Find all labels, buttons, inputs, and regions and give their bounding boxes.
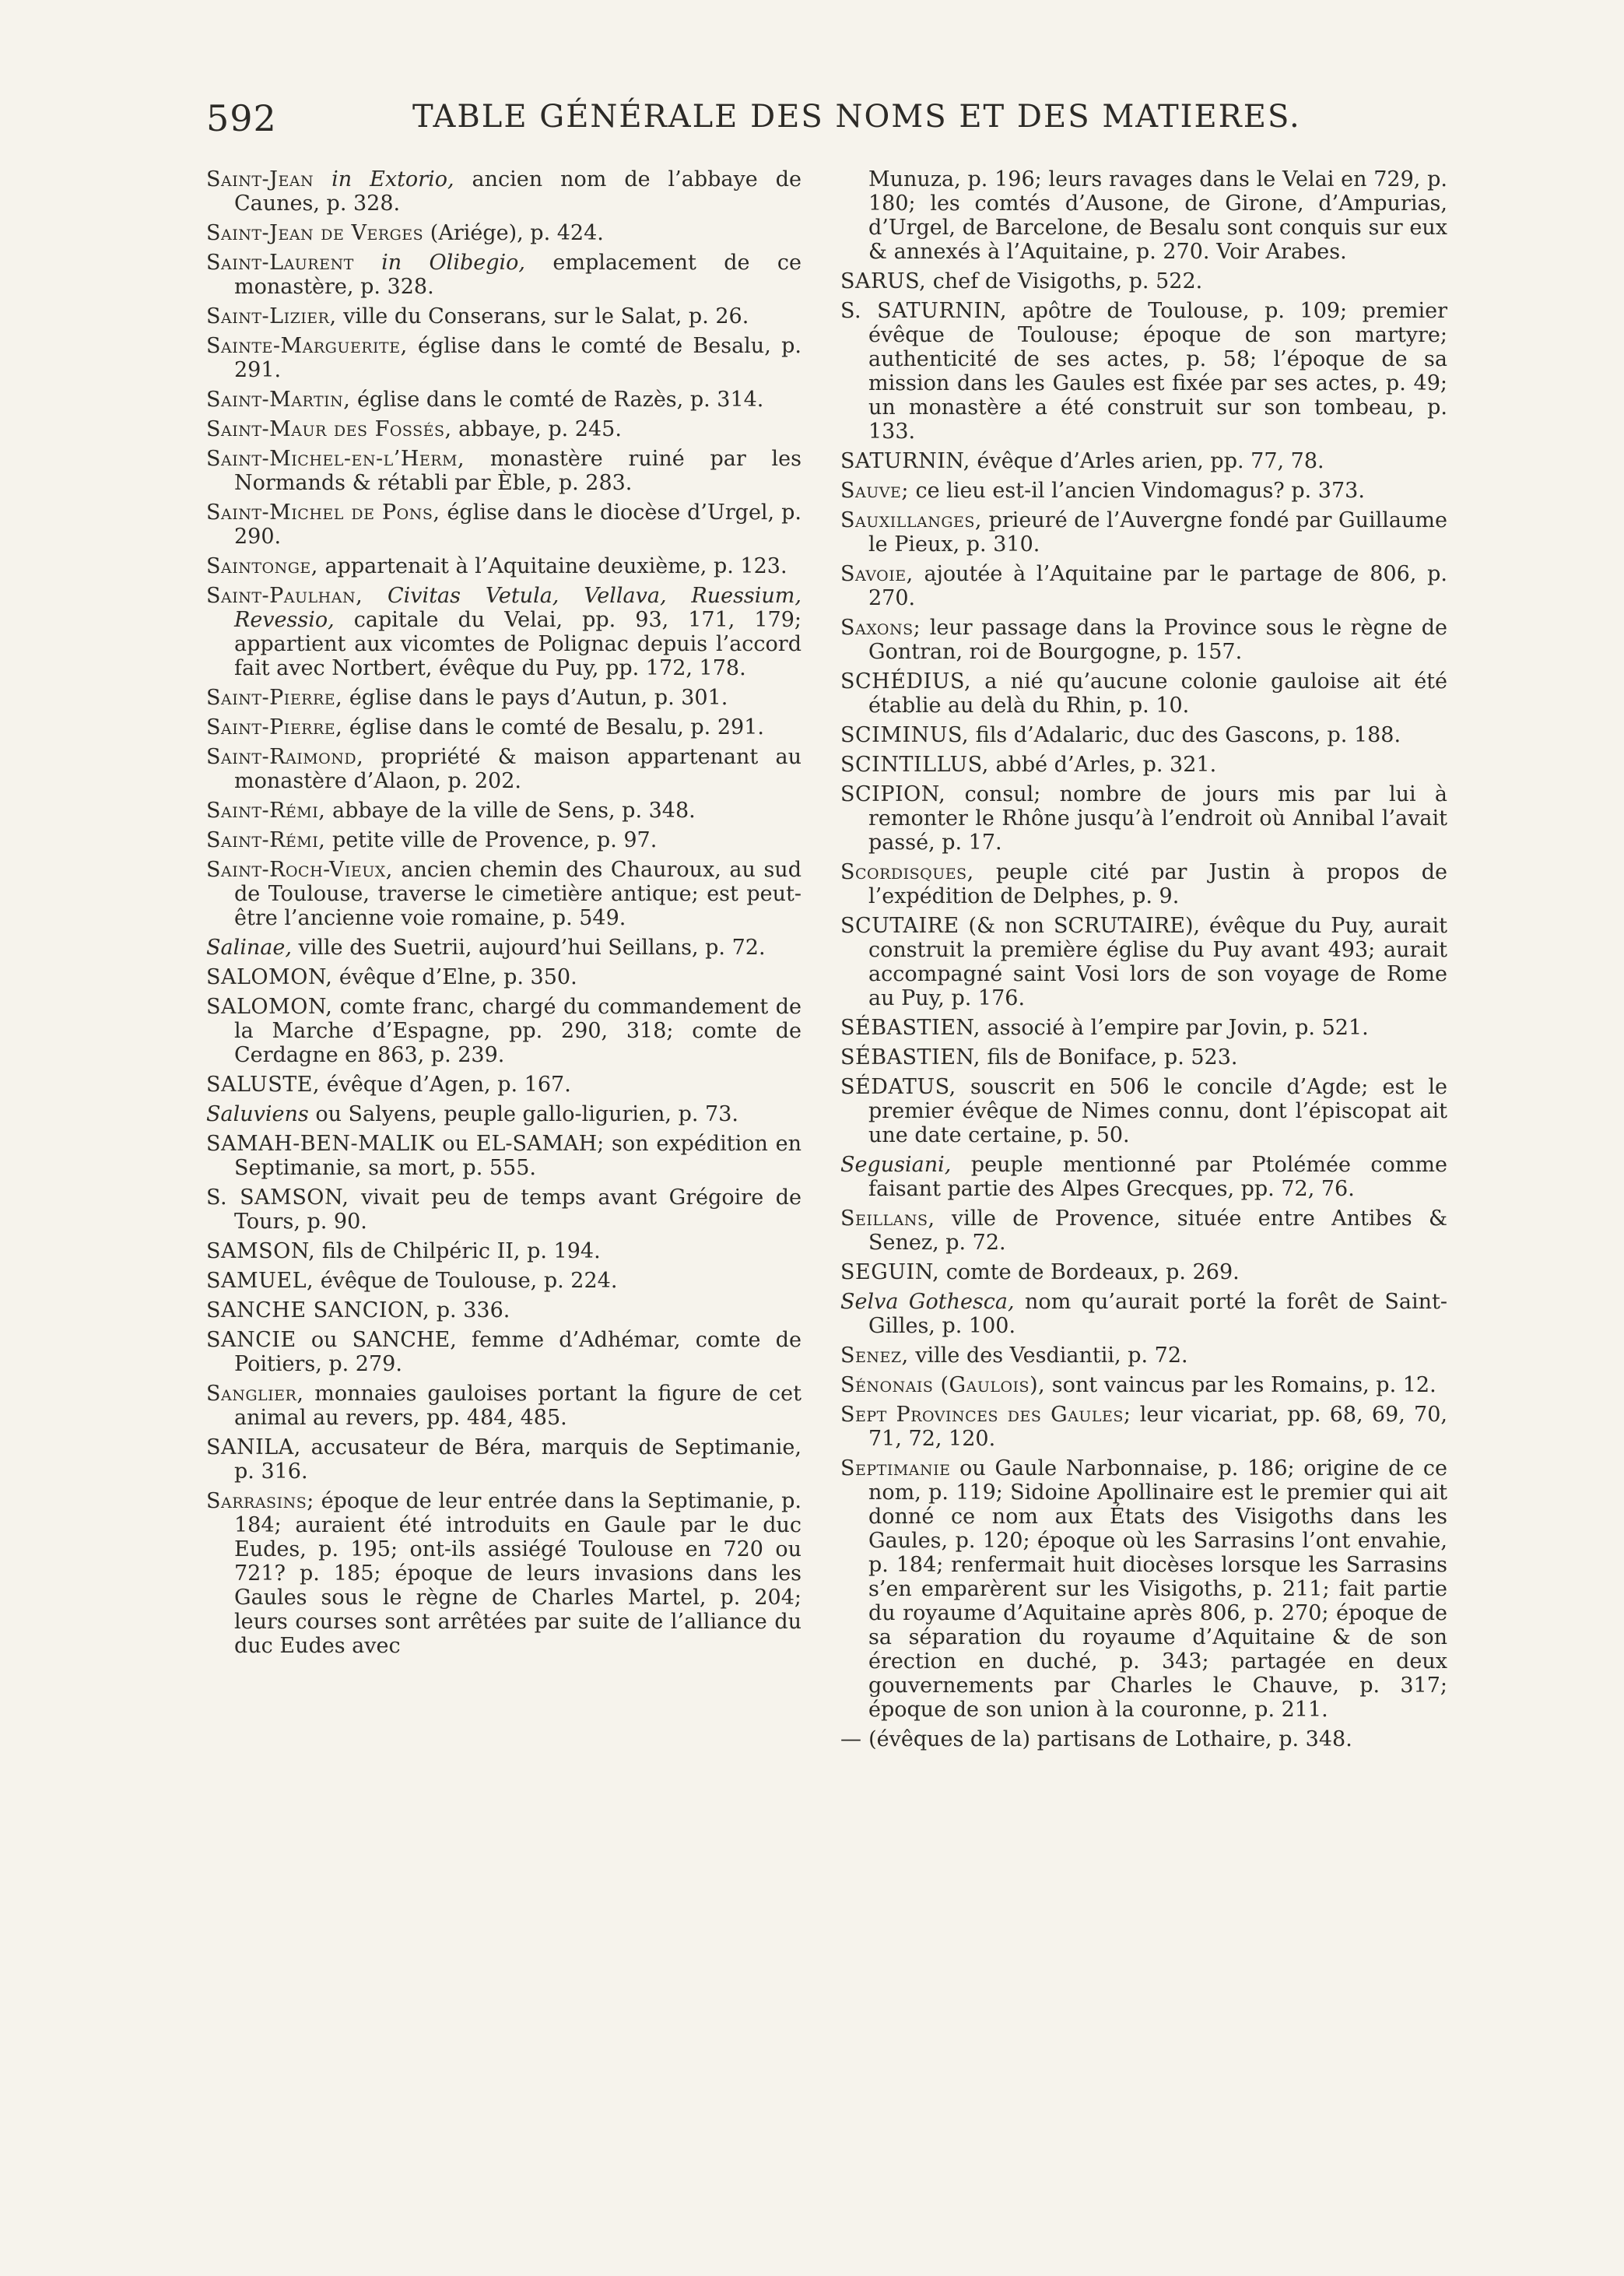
index-entry bbox=[206, 965, 801, 989]
entry-text: ou SANCHE, femme d’Adhémar, comte de Poitiers, p. 279. bbox=[234, 1328, 801, 1376]
entry-text: ancien nom de l’abbaye de Caunes, p. 328. bbox=[234, 167, 801, 216]
entry-headword: Scordisques, bbox=[840, 860, 974, 884]
entry-headword: SCUTAIRE bbox=[840, 914, 959, 938]
entry-headword: Sarrasins; bbox=[206, 1489, 314, 1513]
entry-latin-name: Selva Gothesca, bbox=[840, 1290, 1015, 1314]
entry-headword: Saint-Michel de Pons, bbox=[206, 501, 440, 525]
page-number: 592 bbox=[206, 97, 277, 139]
entry-text: évêque de Toulouse, p. 224. bbox=[314, 1269, 618, 1293]
entry-headword: Savoie, bbox=[840, 562, 914, 586]
entry-headword: SANILA, bbox=[206, 1435, 301, 1459]
entry-text: abbaye de la ville de Sens, p. 348. bbox=[325, 799, 696, 823]
entry-headword: S. SATURNIN, bbox=[840, 299, 1008, 323]
entry-headword: Saxons; bbox=[840, 616, 921, 640]
index-entry bbox=[840, 782, 1447, 855]
index-entry bbox=[840, 1290, 1447, 1338]
entry-headword: Sauxillanges, bbox=[840, 508, 982, 532]
entry-latin-name: Salinae, bbox=[206, 936, 292, 960]
entry-text: fils de Chilpéric II, p. 194. bbox=[315, 1239, 601, 1263]
index-entry bbox=[206, 936, 801, 960]
index-entry bbox=[840, 479, 1447, 503]
index-entry bbox=[206, 304, 801, 328]
entry-text: emplacement de ce monastère, p. 328. bbox=[234, 251, 801, 299]
entry-text: (Ariége), p. 424. bbox=[423, 221, 604, 245]
entry-headword: SEGUIN, bbox=[840, 1260, 940, 1284]
entry-headword: Saint-Pierre, bbox=[206, 686, 343, 710]
index-entry bbox=[840, 1373, 1447, 1397]
entry-text: appartenait à l’Aquitaine deuxième, p. 123. bbox=[317, 554, 787, 578]
entry-headword: Sauve; bbox=[840, 479, 909, 503]
entry-headword: SALOMON, bbox=[206, 965, 333, 989]
index-entry bbox=[840, 753, 1447, 777]
entry-headword: Saint-Laurent bbox=[206, 251, 354, 275]
entry-text: leur passage dans la Province sous le règne de Gontran, roi de Bourgogne, p. 157. bbox=[868, 616, 1447, 664]
entry-text: évêque d’Arles arien, pp. 77, 78. bbox=[970, 449, 1324, 473]
entry-text: ville du Conserans, sur le Salat, p. 26. bbox=[336, 304, 749, 328]
index-entry bbox=[206, 745, 801, 793]
entry-headword: SAMAH-BEN-MALIK bbox=[206, 1132, 435, 1156]
entry-text: église dans le comté de Besalu, p. 291. bbox=[234, 334, 801, 382]
entry-headword: SCIPION, bbox=[840, 782, 946, 806]
entry-headword: Saint-Pierre, bbox=[206, 715, 343, 739]
index-entry bbox=[206, 334, 801, 382]
entry-headword: SANCHE SANCION, bbox=[206, 1298, 430, 1322]
entry-text: ce lieu est-il l’ancien Vindomagus? p. 373. bbox=[908, 479, 1365, 503]
entry-text: petite ville de Provence, p. 97. bbox=[325, 828, 658, 852]
index-entry bbox=[840, 1045, 1447, 1070]
index-entry bbox=[206, 584, 801, 680]
entry-text: ou Salyens, peuple gallo-ligurien, p. 73. bbox=[308, 1102, 738, 1126]
index-entry bbox=[840, 167, 1447, 264]
entry-text: a nié qu’aucune colonie gauloise ait été établie au delà du Rhin, p. 10. bbox=[868, 669, 1447, 718]
entry-headword: Saint-Raimond, bbox=[206, 745, 364, 769]
index-entry bbox=[206, 1102, 801, 1126]
entry-headword: SARUS, bbox=[840, 269, 927, 293]
index-entry bbox=[840, 1727, 1447, 1751]
entry-headword: — bbox=[840, 1727, 862, 1751]
entry-headword: SCINTILLUS, bbox=[840, 753, 989, 777]
entry-headword: SAMUEL, bbox=[206, 1269, 314, 1293]
index-entry bbox=[206, 1435, 801, 1484]
entry-text: fils d’Adalaric, duc des Gascons, p. 188. bbox=[969, 723, 1401, 747]
entry-headword: SALOMON, bbox=[206, 995, 333, 1019]
entry-text: souscrit en 506 le concile d’Agde; est le premier évêque de Nimes connu, dont l’épiscopat ait une date certaine, p. 50. bbox=[868, 1075, 1447, 1147]
index-entry bbox=[840, 562, 1447, 610]
entry-text: peuple cité par Justin à propos de l’expédition de Delphes, p. 9. bbox=[868, 860, 1447, 908]
entry-text: sont vaincus par les Romains, p. 12. bbox=[1045, 1373, 1436, 1397]
entry-text: ville des Suetrii, aujourd’hui Seillans, p. 72. bbox=[291, 936, 766, 960]
entry-text: propriété & maison appartenant au monastère d’Alaon, p. 202. bbox=[234, 745, 801, 793]
entry-headword: Saint-Rémi, bbox=[206, 799, 326, 823]
index-entry bbox=[206, 1328, 801, 1376]
entry-headword: SCIMINUS, bbox=[840, 723, 970, 747]
index-entry bbox=[206, 501, 801, 549]
index-entry bbox=[206, 1239, 801, 1263]
entry-text: nom qu’aurait porté la forêt de Saint-Gilles, p. 100. bbox=[868, 1290, 1447, 1338]
index-entry bbox=[840, 1153, 1447, 1201]
entry-headword: Saint-Martin, bbox=[206, 388, 351, 412]
entry-headword: S. SAMSON, bbox=[206, 1185, 349, 1210]
entry-text: (& non SCRUTAIRE), évêque du Puy, aurait construit la première église du Puy avant 493; aurait accompagné saint Vosi lors de son voyage de Rome au Puy, p. 176. bbox=[868, 914, 1447, 1010]
index-entry bbox=[840, 1016, 1447, 1040]
index-entry bbox=[840, 299, 1447, 444]
index-entry bbox=[206, 686, 801, 710]
entry-headword: Saint-Michel-en-l’Herm, bbox=[206, 447, 465, 471]
index-entry bbox=[206, 554, 801, 578]
entry-headword: Saint-Paulhan, bbox=[206, 584, 363, 608]
index-entry bbox=[840, 269, 1447, 293]
entry-text: fils de Boniface, p. 523. bbox=[980, 1045, 1238, 1070]
entry-text: ou EL-SAMAH; son expédition en Septimanie, sa mort, p. 555. bbox=[234, 1132, 801, 1180]
entry-headword: Saintonge, bbox=[206, 554, 318, 578]
left-column bbox=[206, 167, 801, 1663]
entry-headword: Sénonais (Gaulois), bbox=[840, 1373, 1046, 1397]
page-header bbox=[206, 97, 1301, 152]
entry-latin-name: in Olibegio, bbox=[353, 251, 525, 275]
entry-text: église dans le comté de Razès, p. 314. bbox=[350, 388, 764, 412]
entry-text: église dans le comté de Besalu, p. 291. bbox=[342, 715, 764, 739]
entry-headword: SÉBASTIEN, bbox=[840, 1045, 980, 1070]
index-entry bbox=[840, 1206, 1447, 1255]
entry-latin-name: Segusiani, bbox=[840, 1153, 952, 1177]
index-entry bbox=[206, 388, 801, 412]
entry-headword: Saint-Jean bbox=[206, 167, 314, 191]
entry-text: ville des Vesdiantii, p. 72. bbox=[908, 1343, 1188, 1368]
entry-text: consul; nombre de jours mis par lui à remonter le Rhône jusqu’à l’endroit où Annibal l’avait passé, p. 17. bbox=[868, 782, 1447, 855]
entry-headword: SÉDATUS, bbox=[840, 1075, 956, 1099]
index-entry bbox=[840, 449, 1447, 473]
entry-headword: Saint-Jean de Verges bbox=[206, 221, 424, 245]
entry-headword: Sanglier, bbox=[206, 1382, 304, 1406]
entry-headword: Senez, bbox=[840, 1343, 909, 1368]
entry-text: évêque d’Agen, p. 167. bbox=[320, 1073, 571, 1097]
entry-headword: SALUSTE, bbox=[206, 1073, 321, 1097]
entry-text: époque de leur entrée dans la Septimanie, p. 184; auraient été introduits en Gaule par le duc Eudes, p. 195; ont-ils assiégé Toulouse en 720 ou 721? p. 185; époque de leurs invasions dans les Gaules sous le règne de Charles Martel, p. 204; leurs courses sont arrêtées par suite de l’alliance du duc Eudes avec bbox=[234, 1489, 801, 1658]
index-entry bbox=[206, 1073, 801, 1097]
index-entry bbox=[840, 1456, 1447, 1722]
entry-latin-name: Saluviens bbox=[206, 1102, 309, 1126]
right-column bbox=[840, 167, 1447, 1757]
entry-text: évêque d’Elne, p. 350. bbox=[332, 965, 577, 989]
index-entry bbox=[206, 1382, 801, 1430]
index-entry bbox=[206, 715, 801, 739]
entry-text: monastère ruiné par les Normands & rétabli par Èble, p. 283. bbox=[234, 447, 801, 495]
entry-text: ou Gaule Narbonnaise, p. 186; origine de ce nom, p. 119; Sidoine Apollinaire est le premier qui ait donné ce nom aux États des Visigoths dans les Gaules, p. 120; époque où les Sarrasins l’ont envahie, p. 184; renfermait huit diocèses lorsque les Sarrasins s’en emparèrent sur les Visigoths, p. 211; fait partie du royaume d’Aquitaine après 806, p. 270; époque de sa séparation du royaume d’Aquitaine & de son érection en duché, p. 343; partagée en deux gouvernements par Charles le Chauve, p. 317; époque de son union à la couronne, p. 211. bbox=[868, 1456, 1447, 1722]
entry-headword: SANCIE bbox=[206, 1328, 296, 1352]
entry-headword: Saint-Maur des Fossés, bbox=[206, 417, 452, 441]
entry-headword: SATURNIN, bbox=[840, 449, 970, 473]
index-entry bbox=[840, 1260, 1447, 1284]
index-entry bbox=[206, 167, 801, 216]
entry-text: p. 336. bbox=[430, 1298, 510, 1322]
entry-text: ancien chemin des Chauroux, au sud de Toulouse, traverse le cimetière antique; est peut-être l’ancienne voie romaine, p. 549. bbox=[234, 858, 801, 930]
entry-text: accusateur de Béra, marquis de Septimanie, p. 316. bbox=[234, 1435, 801, 1484]
index-entry bbox=[206, 799, 801, 823]
index-entry bbox=[206, 221, 801, 245]
entry-headword: SÉBASTIEN, bbox=[840, 1016, 980, 1040]
entry-text: associé à l’empire par Jovin, p. 521. bbox=[980, 1016, 1369, 1040]
entry-headword: Saint-Roch-Vieux, bbox=[206, 858, 393, 882]
index-entry bbox=[840, 1075, 1447, 1147]
entry-text: chef de Visigoths, p. 522. bbox=[926, 269, 1203, 293]
entry-text: église dans le pays d’Autun, p. 301. bbox=[342, 686, 728, 710]
index-entry bbox=[206, 1185, 801, 1234]
entry-text: Munuza, p. 196; leurs ravages dans le Velai en 729, p. 180; les comtés d’Ausone, de Girone, d’Ampurias, d’Urgel, de Barcelone, de Besalu sont conquis sur eux & annexés à l’Aquitaine, p. 270. Voir Arabes. bbox=[868, 167, 1447, 264]
entry-text: comte de Bordeaux, p. 269. bbox=[939, 1260, 1240, 1284]
entry-headword: Seillans, bbox=[840, 1206, 935, 1231]
entry-text: (évêques de la) partisans de Lothaire, p. 348. bbox=[861, 1727, 1352, 1751]
entry-text: capitale du Velai, pp. 93, 171, 179; appartient aux vicomtes de Polignac depuis l’accord fait avec Nortbert, évêque du Puy, pp. 172, 178. bbox=[234, 608, 801, 680]
index-entry bbox=[840, 616, 1447, 664]
index-entry bbox=[206, 1489, 801, 1658]
entry-latin-name: in Extorio, bbox=[314, 167, 454, 191]
entry-headword: Sept Provinces des Gaules; bbox=[840, 1403, 1131, 1427]
entry-text: comte franc, chargé du commandement de la Marche d’Espagne, pp. 290, 318; comte de Cerdagne en 863, p. 239. bbox=[234, 995, 801, 1067]
entry-headword: Saint-Rémi, bbox=[206, 828, 326, 852]
index-entry bbox=[206, 1132, 801, 1180]
index-entry bbox=[206, 995, 801, 1067]
entry-text: église dans le diocèse d’Urgel, p. 290. bbox=[234, 501, 801, 549]
entry-text: abbé d’Arles, p. 321. bbox=[988, 753, 1217, 777]
index-entry bbox=[206, 1298, 801, 1322]
entry-text: monnaies gauloises portant la figure de cet animal au revers, pp. 484, 485. bbox=[234, 1382, 801, 1430]
entry-headword: SCHÉDIUS, bbox=[840, 669, 972, 694]
page-title: TABLE GÉNÉRALE DES NOMS ET DES MATIERES. bbox=[412, 99, 1301, 135]
index-entry bbox=[206, 1269, 801, 1293]
index-entry bbox=[206, 417, 801, 441]
entry-text: ville de Provence, située entre Antibes & Senez, p. 72. bbox=[868, 1206, 1447, 1255]
entry-headword: Septimanie bbox=[840, 1456, 951, 1480]
index-entry bbox=[206, 828, 801, 852]
entry-headword: Saint-Lizier, bbox=[206, 304, 337, 328]
index-entry bbox=[840, 1343, 1447, 1368]
index-entry bbox=[206, 447, 801, 495]
entry-text: abbaye, p. 245. bbox=[451, 417, 622, 441]
index-entry bbox=[840, 508, 1447, 557]
entry-text: prieuré de l’Auvergne fondé par Guillaume le Pieux, p. 310. bbox=[868, 508, 1447, 557]
index-entry bbox=[840, 669, 1447, 718]
index-entry bbox=[206, 858, 801, 930]
index-entry bbox=[206, 251, 801, 299]
entry-headword: SAMSON, bbox=[206, 1239, 316, 1263]
entry-text: ajoutée à l’Aquitaine par le partage de 806, p. 270. bbox=[868, 562, 1447, 610]
entry-text: vivait peu de temps avant Grégoire de Tours, p. 90. bbox=[234, 1185, 802, 1234]
index-entry bbox=[840, 914, 1447, 1010]
index-entry bbox=[840, 1403, 1447, 1451]
index-entry bbox=[840, 860, 1447, 908]
entry-text: leur vicariat, pp. 68, 69, 70, 71, 72, 120. bbox=[868, 1403, 1447, 1451]
entry-text: peuple mentionné par Ptolémée comme faisant partie des Alpes Grecques, pp. 72, 76. bbox=[868, 1153, 1447, 1201]
index-entry bbox=[840, 723, 1447, 747]
entry-latin-name: Civitas Vetula, Vellava, Ruessium, Revessio, bbox=[234, 584, 801, 632]
entry-text: apôtre de Toulouse, p. 109; premier évêque de Toulouse; époque de son martyre; authenticité de ses actes, p. 58; l’époque de sa mission dans les Gaules est fixée par ses actes, p. 49; un monastère a été construit sur son tombeau, p. 133. bbox=[868, 299, 1447, 444]
entry-headword: Sainte-Marguerite, bbox=[206, 334, 408, 358]
